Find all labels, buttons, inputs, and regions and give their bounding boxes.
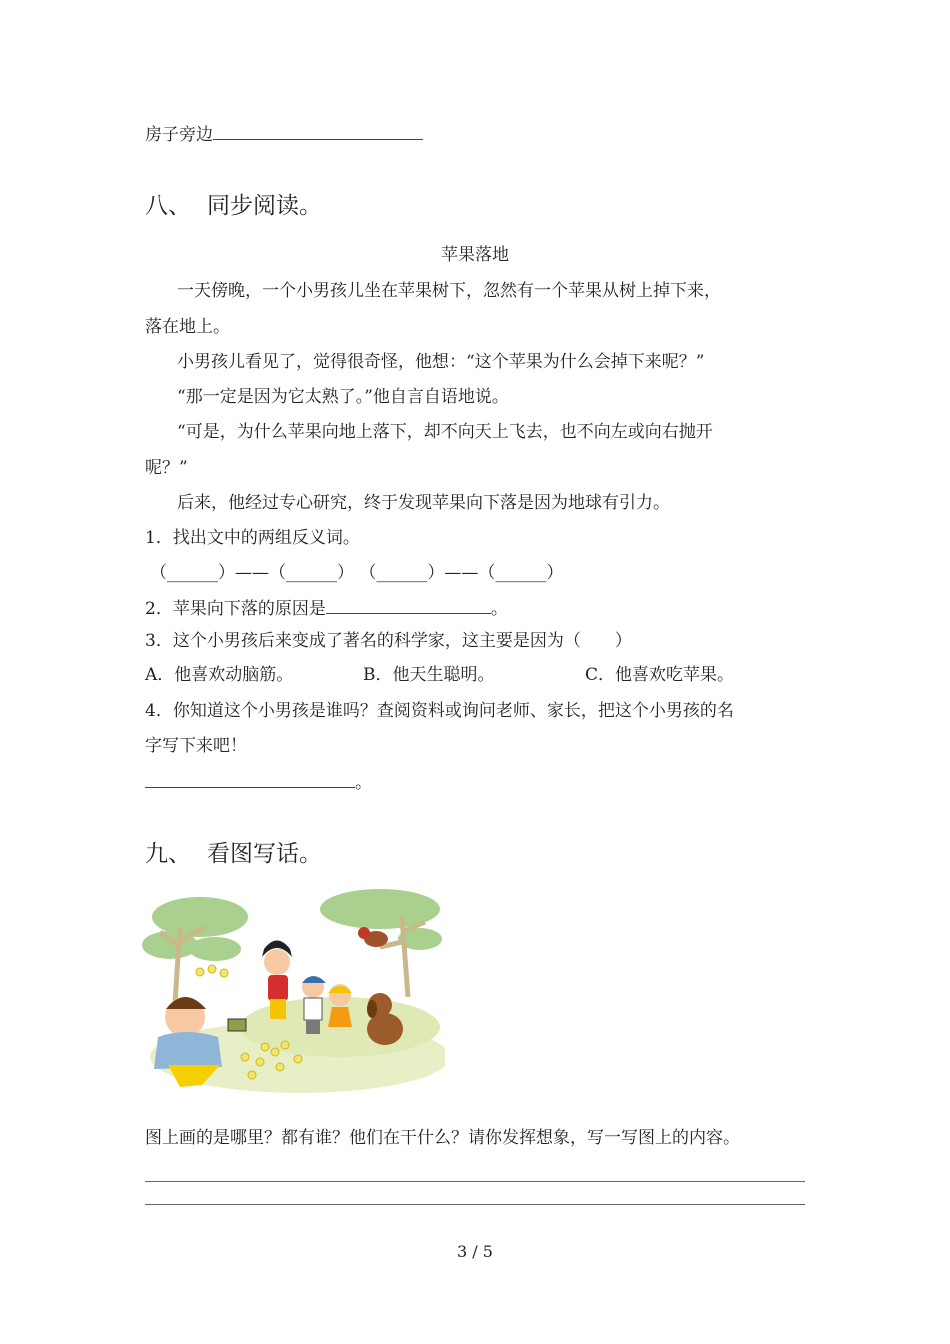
section-8-title: 同步阅读。 <box>207 193 322 219</box>
writing-prompt: 图上画的是哪里？都有谁？他们在干什么？请你发挥想象，写一写图上的内容。 <box>145 1128 740 1148</box>
question-4-end: 。 <box>355 773 372 793</box>
park-photo-illustration <box>140 887 445 1097</box>
question-4-blank[interactable] <box>145 769 355 788</box>
question-3: 3．这个小男孩后来变成了著名的科学家，这主要是因为（ ） <box>145 631 632 651</box>
section-9-title: 看图写话。 <box>207 841 322 867</box>
option-b[interactable]: B．他天生聪明。 <box>363 665 495 685</box>
question-4-answer <box>145 769 372 795</box>
story-paragraph: 呢？” <box>145 458 188 478</box>
house-side-label: 房子旁边 <box>145 125 213 145</box>
question-1-blanks[interactable]: （______）——（______） （______）——（______） <box>150 563 564 583</box>
story-paragraph: 小男孩儿看见了，觉得很奇怪，他想：“这个苹果为什么会掉下来呢？” <box>177 352 705 372</box>
page-number: 3 / 5 <box>457 1242 493 1261</box>
answer-blank[interactable] <box>213 121 423 140</box>
story-title: 苹果落地 <box>441 245 509 265</box>
section-8-number: 八、 <box>145 193 191 219</box>
story-paragraph: 后来，他经过专心研究，终于发现苹果向下落是因为地球有引力。 <box>177 493 670 513</box>
question-4-line2: 字写下来吧！ <box>145 736 247 756</box>
story-paragraph: 一天傍晚，一个小男孩儿坐在苹果树下，忽然有一个苹果从树上掉下来， <box>177 281 721 301</box>
section-8-heading <box>145 191 322 221</box>
option-c[interactable]: C．他喜欢吃苹果。 <box>585 665 735 685</box>
question-2-end: 。 <box>490 599 508 619</box>
writing-line[interactable] <box>145 1204 805 1205</box>
house-side-line <box>145 121 423 147</box>
question-2 <box>145 595 508 621</box>
section-9-heading <box>145 839 322 869</box>
writing-line[interactable] <box>145 1181 805 1182</box>
question-3-options <box>145 663 734 687</box>
question-4-line1: 4．你知道这个小男孩是谁吗？查阅资料或询问老师、家长，把这个小男孩的名 <box>145 701 734 721</box>
question-1: 1．找出文中的两组反义词。 <box>145 528 360 548</box>
question-2-blank[interactable] <box>326 595 491 614</box>
question-2-text: 2．苹果向下落的原因是 <box>145 599 326 619</box>
story-paragraph: “那一定是因为它太熟了。”他自言自语地说。 <box>177 387 509 407</box>
option-a[interactable]: A．他喜欢动脑筋。 <box>145 665 294 685</box>
story-paragraph: “可是，为什么苹果向地上落下，却不向天上飞去，也不向左或向右抛开 <box>177 422 713 442</box>
story-paragraph: 落在地上。 <box>145 317 230 337</box>
section-9-number: 九、 <box>145 841 191 867</box>
